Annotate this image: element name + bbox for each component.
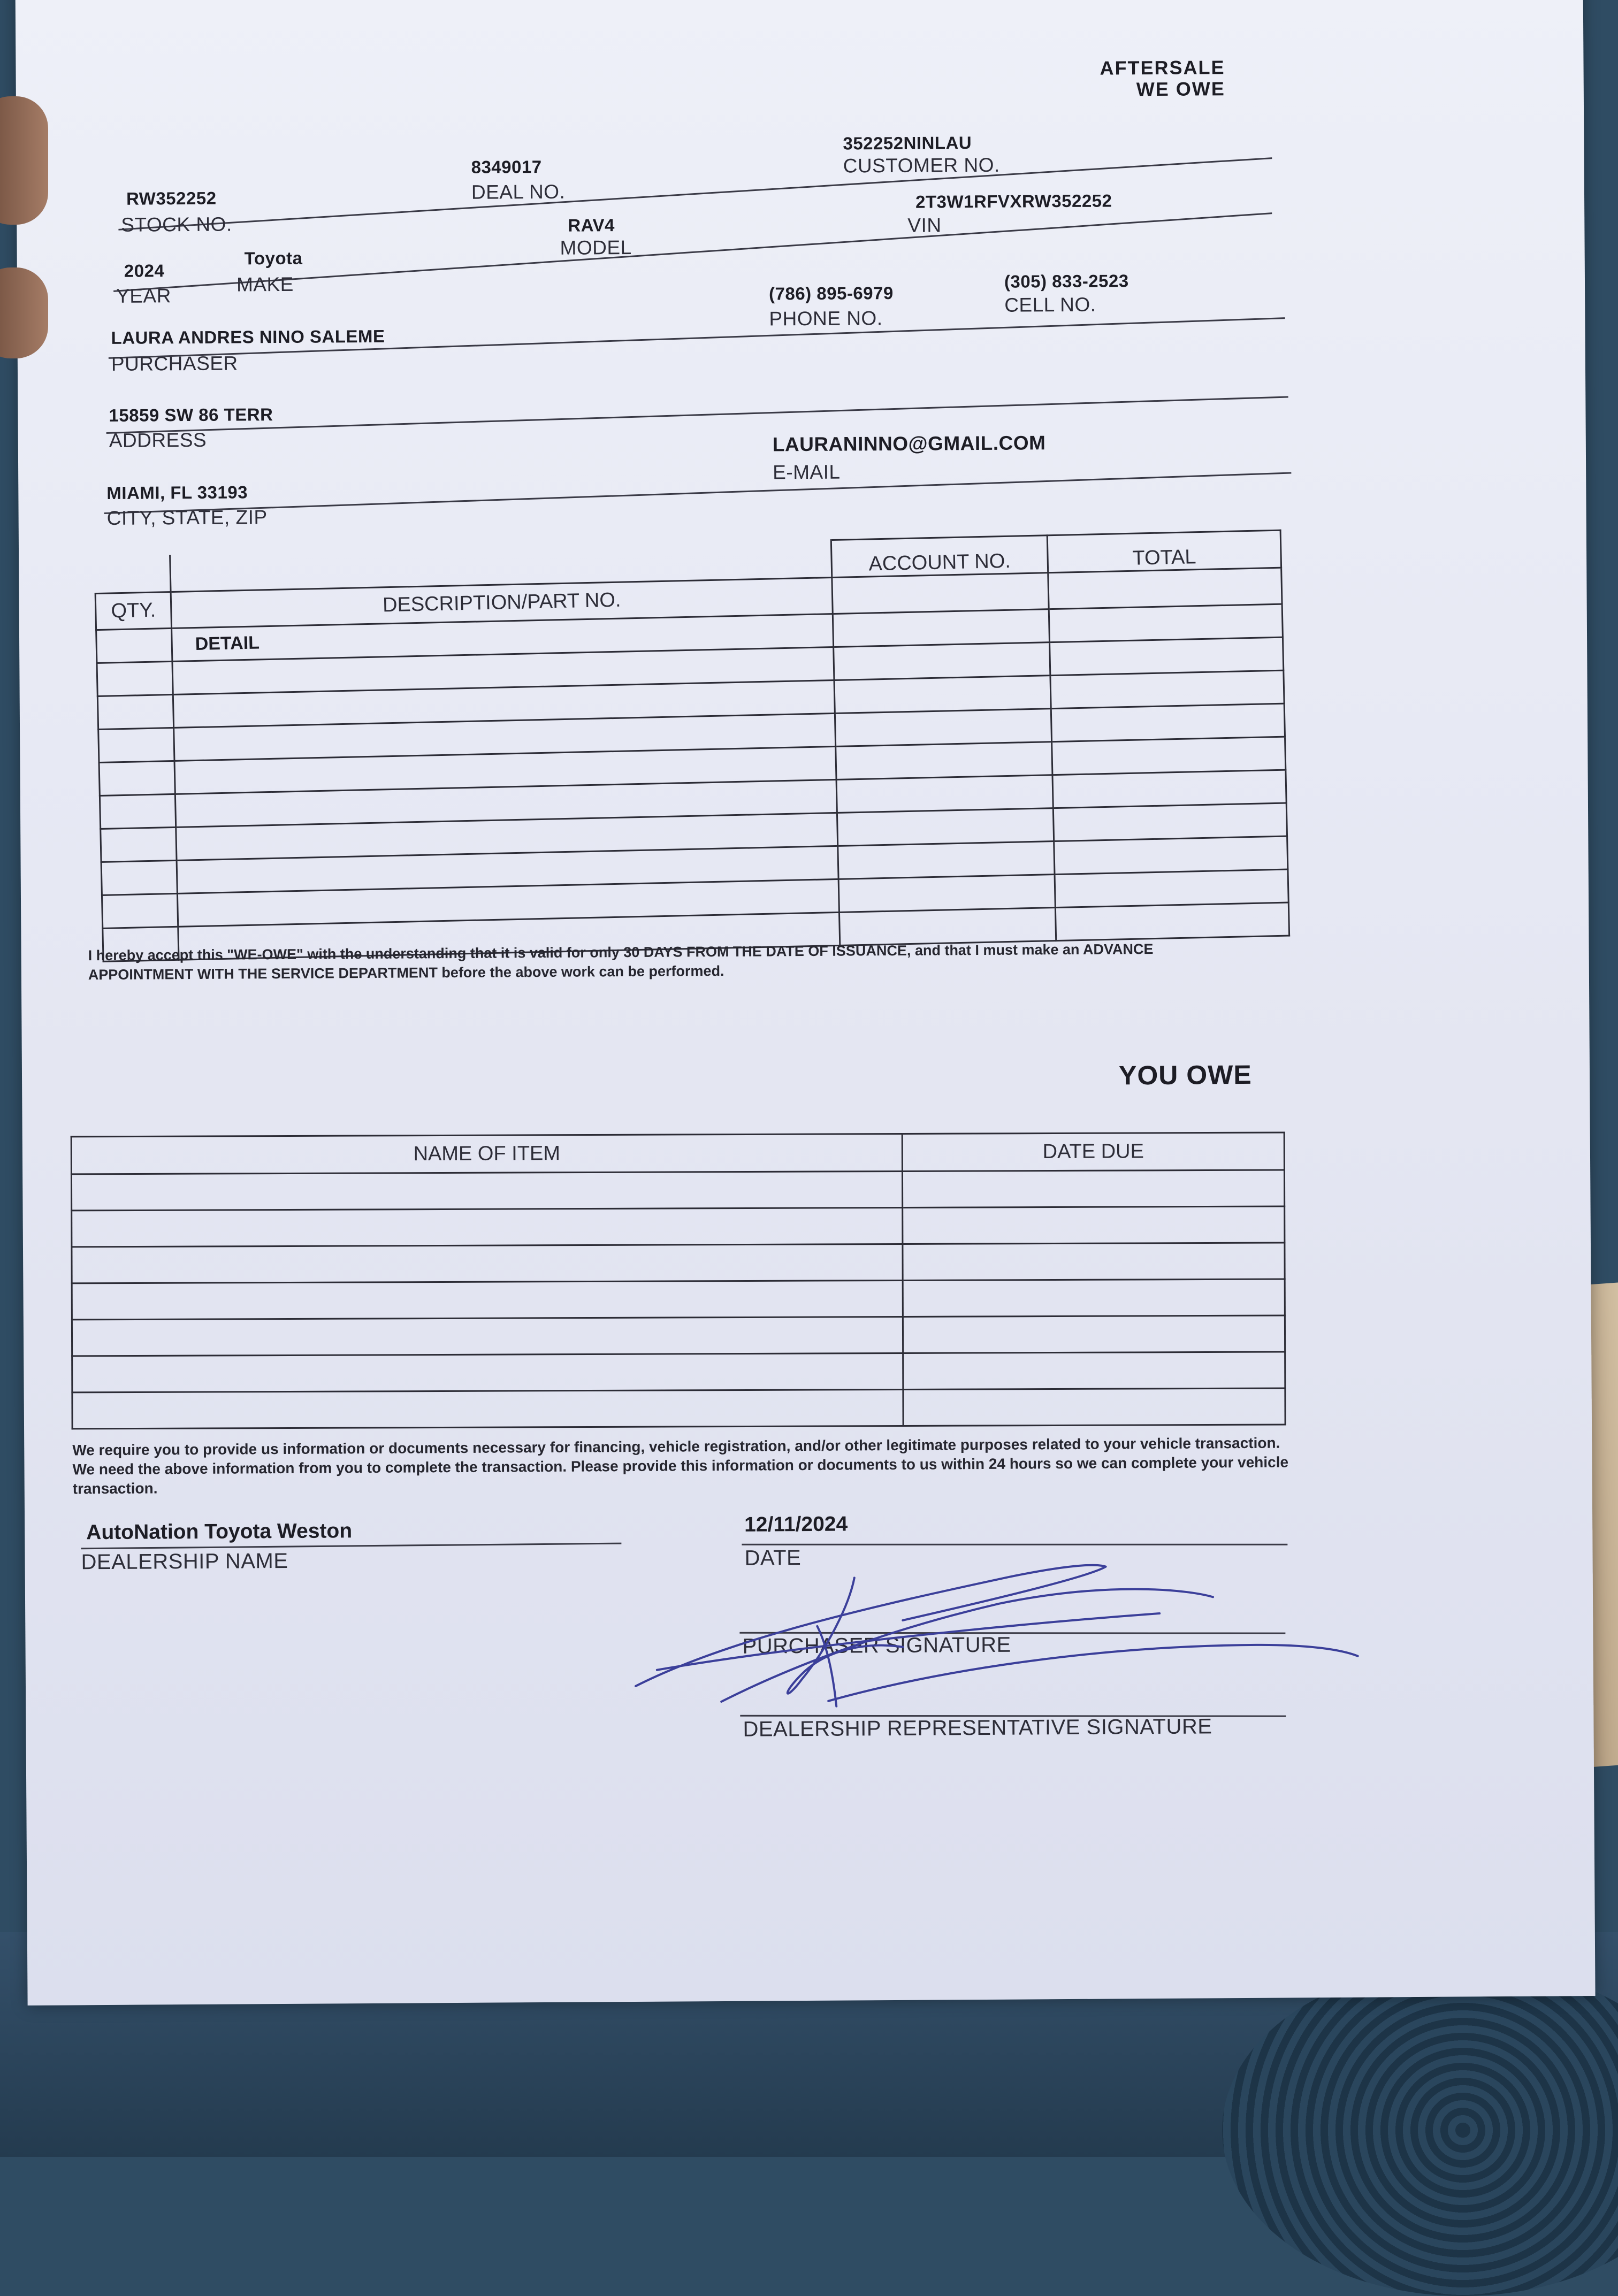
we-owe-form-paper (15, 0, 1595, 2006)
phone-label: PHONE NO. (769, 307, 883, 330)
model-value: RAV4 (568, 215, 615, 235)
city-state-zip-value: MIAMI, FL 33193 (106, 482, 248, 503)
representative-signature-label: DEALERSHIP REPRESENTATIVE SIGNATURE (743, 1715, 1212, 1741)
model-label: MODEL (560, 236, 632, 259)
vin-label: VIN (907, 214, 942, 236)
stock-no-value: RW352252 (126, 188, 217, 209)
purchaser-signature-scribble (624, 1537, 1363, 1734)
you-owe-row (72, 1279, 1285, 1320)
stock-no-label: STOCK NO. (121, 213, 232, 236)
header-name-of-item: NAME OF ITEM (71, 1134, 902, 1174)
deal-no-label: DEAL NO. (471, 180, 566, 203)
email-label: E-MAIL (773, 461, 841, 484)
you-owe-row (72, 1388, 1285, 1429)
you-owe-row (71, 1170, 1284, 1211)
detail-cell: DETAIL (172, 614, 834, 661)
city-state-zip-label: CITY, STATE, ZIP (106, 506, 268, 529)
deal-no-value: 8349017 (471, 156, 542, 177)
rule-row-5 (104, 472, 1292, 514)
address-label: ADDRESS (109, 428, 207, 451)
make-label: MAKE (236, 273, 294, 296)
header-qty: QTY. (95, 592, 171, 630)
customer-no-value: 352252NINLAU (843, 133, 972, 154)
you-owe-row (72, 1243, 1285, 1283)
we-owe-table (94, 530, 1290, 962)
dealership-name-label: DEALERSHIP NAME (81, 1549, 288, 1574)
header-account-no: ACCOUNT NO. (831, 535, 1048, 578)
you-owe-notice: We require you to provide us information or documents necessary for financing, vehicle registration, and/or other legitimate purposes related to your vehicle transaction. We need the above information from you to complete the transaction. Please provide this information or documents to us within 24 hours so we can complete your vehicle transaction. (72, 1434, 1289, 1497)
address-value: 15859 SW 86 TERR (109, 404, 273, 425)
finger-top (0, 96, 48, 225)
finger-middle (0, 267, 48, 358)
cell-label: CELL NO. (1004, 293, 1096, 316)
make-value: Toyota (244, 248, 303, 269)
header-date-due: DATE DUE (902, 1132, 1284, 1171)
we-owe-notice: I hereby accept this "WE-OWE" with the understanding that it is valid for only 30 DAYS FROM THE DATE OF ISSUANCE, and that I must make an ADVANCE APPOINTMENT WITH THE SERVICE DEPARTMENT before the above work can be performed. (88, 941, 1154, 983)
purchaser-label: PURCHASER (111, 352, 238, 375)
you-owe-row (72, 1315, 1285, 1356)
you-owe-row (72, 1206, 1285, 1247)
purchaser-name-value: LAURA ANDRES NINO SALEME (111, 326, 385, 348)
rule-row-4 (106, 396, 1288, 433)
vin-value: 2T3W1RFVXRW352252 (915, 190, 1112, 212)
date-label: DATE (744, 1546, 802, 1570)
header-description: DESCRIPTION/PART NO. (171, 578, 833, 629)
phone-value: (786) 895-6979 (768, 282, 894, 304)
form-title-we-owe: WE OWE (1136, 78, 1225, 101)
form-title-aftersale: AFTERSALE (1100, 56, 1225, 79)
email-value: LAURANINNO@GMAIL.COM (772, 432, 1046, 456)
cell-value: (305) 833-2523 (1004, 271, 1129, 292)
dealership-name-value: AutoNation Toyota Weston (86, 1519, 353, 1544)
year-label: YEAR (116, 285, 172, 307)
purchaser-signature-label: PURCHASER SIGNATURE (742, 1633, 1011, 1658)
you-owe-title: YOU OWE (1118, 1059, 1252, 1091)
header-total: TOTAL (1047, 530, 1281, 573)
year-value: 2024 (124, 261, 165, 281)
date-value: 12/11/2024 (744, 1512, 848, 1536)
you-owe-row (72, 1352, 1285, 1392)
you-owe-table (71, 1131, 1286, 1429)
customer-no-label: CUSTOMER NO. (843, 154, 1000, 177)
